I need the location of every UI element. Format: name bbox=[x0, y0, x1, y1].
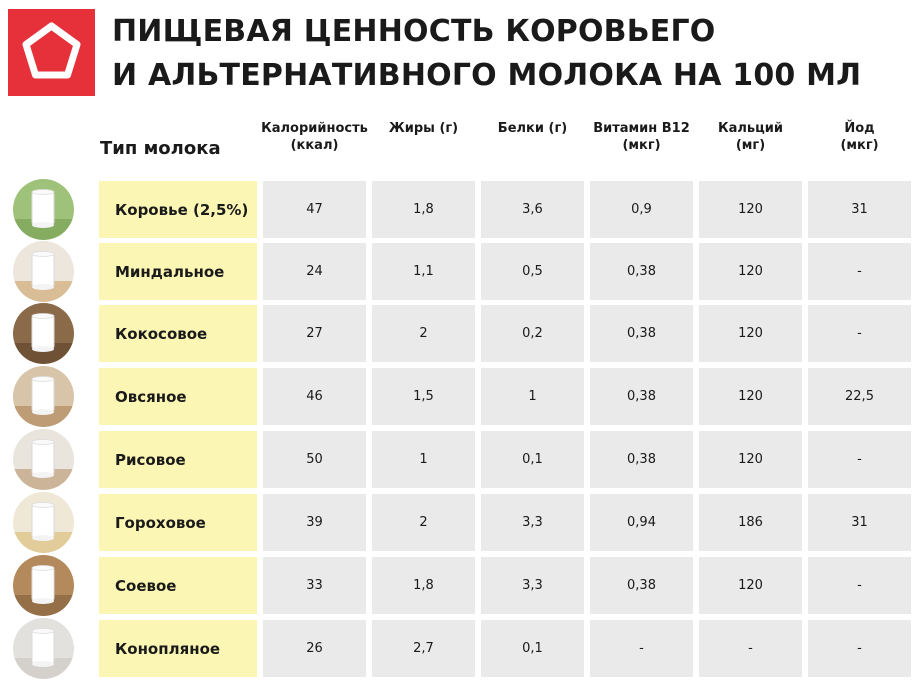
table-row bbox=[0, 557, 924, 614]
table-row bbox=[0, 368, 924, 425]
value-cell: 0,38 bbox=[590, 431, 693, 488]
milk-type-cell: Конопляное bbox=[99, 620, 257, 677]
milk-photo bbox=[13, 618, 74, 679]
milk-type-cell: Кокосовое bbox=[99, 305, 257, 362]
value-cell: 0,38 bbox=[590, 368, 693, 425]
milk-type-cell: Гороховое bbox=[99, 494, 257, 551]
column-header-line2: (ккал) bbox=[290, 138, 339, 153]
value-cell: 26 bbox=[263, 620, 366, 677]
column-header-line1: Кальций bbox=[718, 121, 783, 136]
value-cell: 1 bbox=[481, 368, 584, 425]
value-cell: 2 bbox=[372, 494, 475, 551]
value-cell: - bbox=[699, 620, 802, 677]
table-row bbox=[0, 620, 924, 677]
milk-type-cell: Миндальное bbox=[99, 243, 257, 300]
value-cell: 1,5 bbox=[372, 368, 475, 425]
value-cell: 24 bbox=[263, 243, 366, 300]
milk-type-cell: Овсяное bbox=[99, 368, 257, 425]
column-header-line1: Жиры (г) bbox=[388, 121, 459, 136]
column-header bbox=[257, 120, 372, 166]
milk-glass-icon bbox=[13, 241, 74, 302]
page-title bbox=[112, 10, 912, 98]
column-header-line2: (мг) bbox=[735, 138, 766, 153]
value-cell: - bbox=[808, 243, 911, 300]
value-cell: 0,38 bbox=[590, 305, 693, 362]
column-header-line1: Калорийность bbox=[261, 121, 368, 136]
table-row bbox=[0, 305, 924, 362]
value-cell: 0,1 bbox=[481, 620, 584, 677]
value-cell: 27 bbox=[263, 305, 366, 362]
table-row bbox=[0, 181, 924, 238]
value-cell: 0,1 bbox=[481, 431, 584, 488]
column-header bbox=[802, 120, 917, 166]
value-cell: 2 bbox=[372, 305, 475, 362]
type-column-header: Тип молока bbox=[100, 138, 221, 159]
value-cell: 0,5 bbox=[481, 243, 584, 300]
value-cell: 50 bbox=[263, 431, 366, 488]
value-cell: - bbox=[808, 305, 911, 362]
pentagon-logo-icon bbox=[8, 9, 95, 96]
title-line-1: ПИЩЕВАЯ ЦЕННОСТЬ КОРОВЬЕГО bbox=[112, 14, 716, 49]
value-cell: 1,8 bbox=[372, 557, 475, 614]
value-cell: 120 bbox=[699, 557, 802, 614]
value-cell: 120 bbox=[699, 368, 802, 425]
value-cell: 47 bbox=[263, 181, 366, 238]
value-cell: 2,7 bbox=[372, 620, 475, 677]
value-cell: - bbox=[808, 431, 911, 488]
milk-glass-icon bbox=[13, 303, 74, 364]
value-cell: 120 bbox=[699, 431, 802, 488]
milk-type-cell: Соевое bbox=[99, 557, 257, 614]
milk-photo bbox=[13, 429, 74, 490]
table-row bbox=[0, 494, 924, 551]
milk-type-cell: Коровье (2,5%) bbox=[99, 181, 257, 238]
milk-type-cell: Рисовое bbox=[99, 431, 257, 488]
value-cell: 0,38 bbox=[590, 557, 693, 614]
value-cell: - bbox=[590, 620, 693, 677]
milk-glass-icon bbox=[13, 179, 74, 240]
column-header-line2: (мкг) bbox=[622, 138, 661, 153]
value-cell: 33 bbox=[263, 557, 366, 614]
value-cell: 1,1 bbox=[372, 243, 475, 300]
column-header bbox=[366, 120, 481, 166]
value-cell: 31 bbox=[808, 181, 911, 238]
value-cell: 39 bbox=[263, 494, 366, 551]
logo bbox=[8, 9, 95, 96]
milk-photo bbox=[13, 179, 74, 240]
value-cell: 22,5 bbox=[808, 368, 911, 425]
column-header-line2: (мкг) bbox=[840, 138, 879, 153]
value-cell: 3,3 bbox=[481, 494, 584, 551]
milk-glass-icon bbox=[13, 555, 74, 616]
milk-glass-icon bbox=[13, 429, 74, 490]
value-cell: 3,6 bbox=[481, 181, 584, 238]
column-header-line1: Йод bbox=[844, 121, 875, 136]
milk-photo bbox=[13, 241, 74, 302]
column-header bbox=[693, 120, 808, 166]
milk-glass-icon bbox=[13, 492, 74, 553]
value-cell: 3,3 bbox=[481, 557, 584, 614]
column-header bbox=[475, 120, 590, 166]
table-row bbox=[0, 243, 924, 300]
milk-photo bbox=[13, 555, 74, 616]
value-cell: 0,2 bbox=[481, 305, 584, 362]
value-cell: 0,94 bbox=[590, 494, 693, 551]
milk-photo bbox=[13, 303, 74, 364]
column-header-line1: Витамин B12 bbox=[593, 121, 690, 136]
value-cell: 120 bbox=[699, 305, 802, 362]
table-row bbox=[0, 431, 924, 488]
value-cell: - bbox=[808, 620, 911, 677]
value-cell: 1 bbox=[372, 431, 475, 488]
milk-glass-icon bbox=[13, 366, 74, 427]
title-line-2: И АЛЬТЕРНАТИВНОГО МОЛОКА НА 100 МЛ bbox=[112, 58, 862, 93]
value-cell: - bbox=[808, 557, 911, 614]
column-header-line1: Белки (г) bbox=[497, 121, 568, 136]
value-cell: 31 bbox=[808, 494, 911, 551]
value-cell: 186 bbox=[699, 494, 802, 551]
value-cell: 0,9 bbox=[590, 181, 693, 238]
value-cell: 120 bbox=[699, 181, 802, 238]
value-cell: 120 bbox=[699, 243, 802, 300]
milk-photo bbox=[13, 492, 74, 553]
milk-photo bbox=[13, 366, 74, 427]
value-cell: 46 bbox=[263, 368, 366, 425]
column-header bbox=[584, 120, 699, 166]
value-cell: 0,38 bbox=[590, 243, 693, 300]
value-cell: 1,8 bbox=[372, 181, 475, 238]
milk-glass-icon bbox=[13, 618, 74, 679]
